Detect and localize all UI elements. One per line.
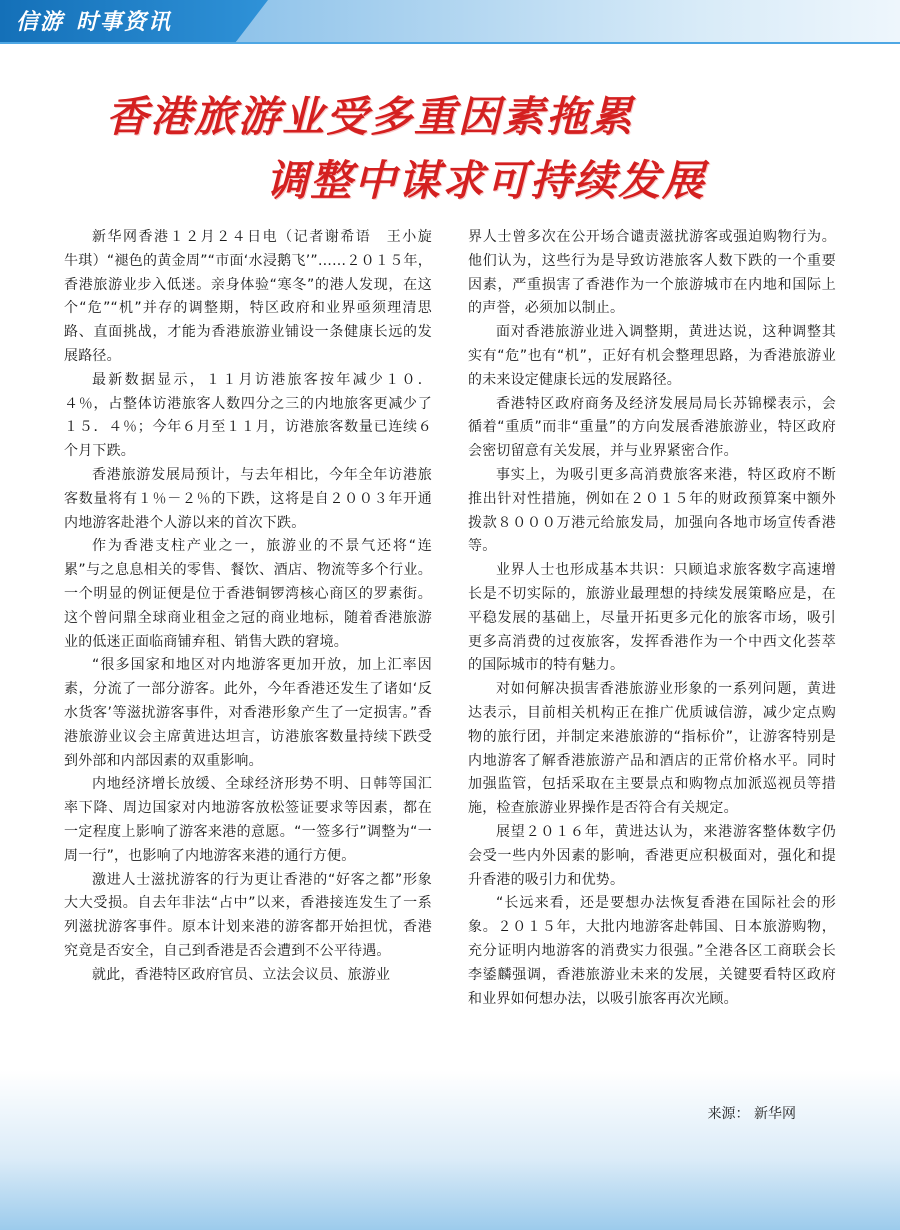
section-title <box>16 5 172 36</box>
article-source: 来源： 新华网 <box>707 1106 796 1122</box>
article-column-left <box>64 226 447 1011</box>
article-paragraph: 最新数据显示，１１月访港旅客按年减少１０．４％，占整体访港旅客人数四分之三的内地旅客更减少了１５．４％；今年６月至１１月，访港旅客数量已连续６个月下跌。 <box>64 371 432 460</box>
article-paragraph: 展望２０１６年，黄进达认为，来港游客整体数字仍会受一些内外因素的影响，香港更应积极面对，强化和提升香港的吸引力和优势。 <box>468 823 836 888</box>
header-rule <box>0 42 900 44</box>
article-paragraph: “很多国家和地区对内地游客更加开放，加上汇率因素，分流了一部分游客。此外，今年香港还发生了诸如‘反水货客’等滋扰游客事件，对香港形象产生了一定损害。”香港旅游业议会主席黄进达坦言，访港旅客数量持续下跌受到外部和内部因素的双重影响。 <box>64 657 432 769</box>
section-name: 信游 <box>16 9 65 35</box>
article-paragraph: 对如何解决损害香港旅游业形象的一系列问题，黄进达表示，目前相关机构正在推广优质诚信游，减少定点购物的旅行团，并制定来港旅游的“指标价”，让游客特别是内地游客了解香港旅游产品和酒店的正常价格水平。同时加强监管，包括采取在主要景点和购物点加派巡视员等措施，检查旅游业界操作是否符合有关规定。 <box>468 681 836 817</box>
article-paragraph: 香港特区政府商务及经济发展局局长苏锦樑表示，会循着“重质”而非“重量”的方向发展香港旅游业，特区政府会密切留意有关发展，并与业界紧密合作。 <box>468 395 836 460</box>
section-category: 时事资讯 <box>76 9 173 35</box>
headline-line-2: 调整中谋求可持续发展 <box>266 156 707 205</box>
article-paragraph: 内地经济增长放缓、全球经济形势不明、日韩等国汇率下降、周边国家对内地游客放松签证要求等因素，都在一定程度上影响了游客来港的意愿。“一签多行”调整为“一周一行”，也影响了内地游客来港的通行方便。 <box>64 776 432 864</box>
article-paragraph: 就此，香港特区政府官员、立法会议员、旅游业 <box>92 966 391 983</box>
article-paragraph: 事实上，为吸引更多高消费旅客来港，特区政府不断推出针对性措施，例如在２０１５年的财政预算案中额外拨款８０００万港元给旅发局，加强向各地市场宣传香港等。 <box>468 466 836 555</box>
article-paragraph: “长远来看，还是要想办法恢复香港在国际社会的形象。２０１５年，大批内地游客赴韩国、日本旅游购物，充分证明内地游客的消费实力很强。”全港各区工商联会长李鋈麟强调，香港旅游业未来的发展，关键要看特区政府和业界如何想办法，以吸引旅客再次光顾。 <box>468 895 836 1007</box>
section-header-band <box>0 0 900 44</box>
article-paragraph: 新华网香港１２月２４日电（记者谢希语 王小旋 牛琪）“褪色的黄金周”“市面‘水浸鹅飞’”……２０１５年，香港旅游业步入低迷。亲身体验“寒冬”的港人发现，在这个“危”“机”并存的调整期，特区政府和业界亟须理清思路、直面挑战，才能为香港旅游业铺设一条健康长远的发展路径。 <box>64 229 447 364</box>
article-paragraph: 界人士曾多次在公开场合谴责滋扰游客或强迫购物行为。他们认为，这些行为是导致访港旅客人数下跌的一个重要因素，严重损害了香港作为一个旅游城市在内地和国际上的声誉，必须加以制止。 <box>468 229 836 317</box>
article-paragraph: 激进人士滋扰游客的行为更让香港的“好客之都”形象大大受损。自去年非法“占中”以来，香港接连发生了一系列滋扰游客事件。原本计划来港的游客都开始担忧，香港究竟是否安全，自己到香港是否会遭到不公平待遇。 <box>64 871 432 959</box>
headline-line-1: 香港旅游业受多重因素拖累 <box>106 92 635 141</box>
article-paragraph: 面对香港旅游业进入调整期，黄进达说，这种调整其实有“危”也有“机”，正好有机会整理思路，为香港旅游业的未来设定健康长远的发展路径。 <box>468 324 836 388</box>
article-column-right <box>468 226 836 1011</box>
page-bottom-gradient <box>0 1070 900 1230</box>
article-paragraph: 作为香港支柱产业之一，旅游业的不景气还将“连累”与之息息相关的零售、餐饮、酒店、物流等多个行业。一个明显的例证便是位于香港铜锣湾核心商区的罗素街。这个曾问鼎全球商业租金之冠的商业地标，随着香港旅游业的低迷正面临商铺弃租、销售大跌的窘境。 <box>64 538 432 650</box>
article-paragraph: 业界人士也形成基本共识：只顾追求旅客数字高速增长是不切实际的，旅游业最理想的持续发展策略应是，在平稳发展的基础上，尽量开拓更多元化的旅客市场，吸引更多高消费的过夜旅客，发挥香港作为一个中西文化荟萃的国际城市的特有魅力。 <box>468 562 836 674</box>
header-light-band <box>236 0 900 42</box>
article-paragraph: 香港旅游发展局预计，与去年相比，今年全年访港旅客数量将有１％－２％的下跌，这将是自２００３年开通内地游客赴港个人游以来的首次下跌。 <box>64 466 432 531</box>
article-body <box>64 226 836 1011</box>
